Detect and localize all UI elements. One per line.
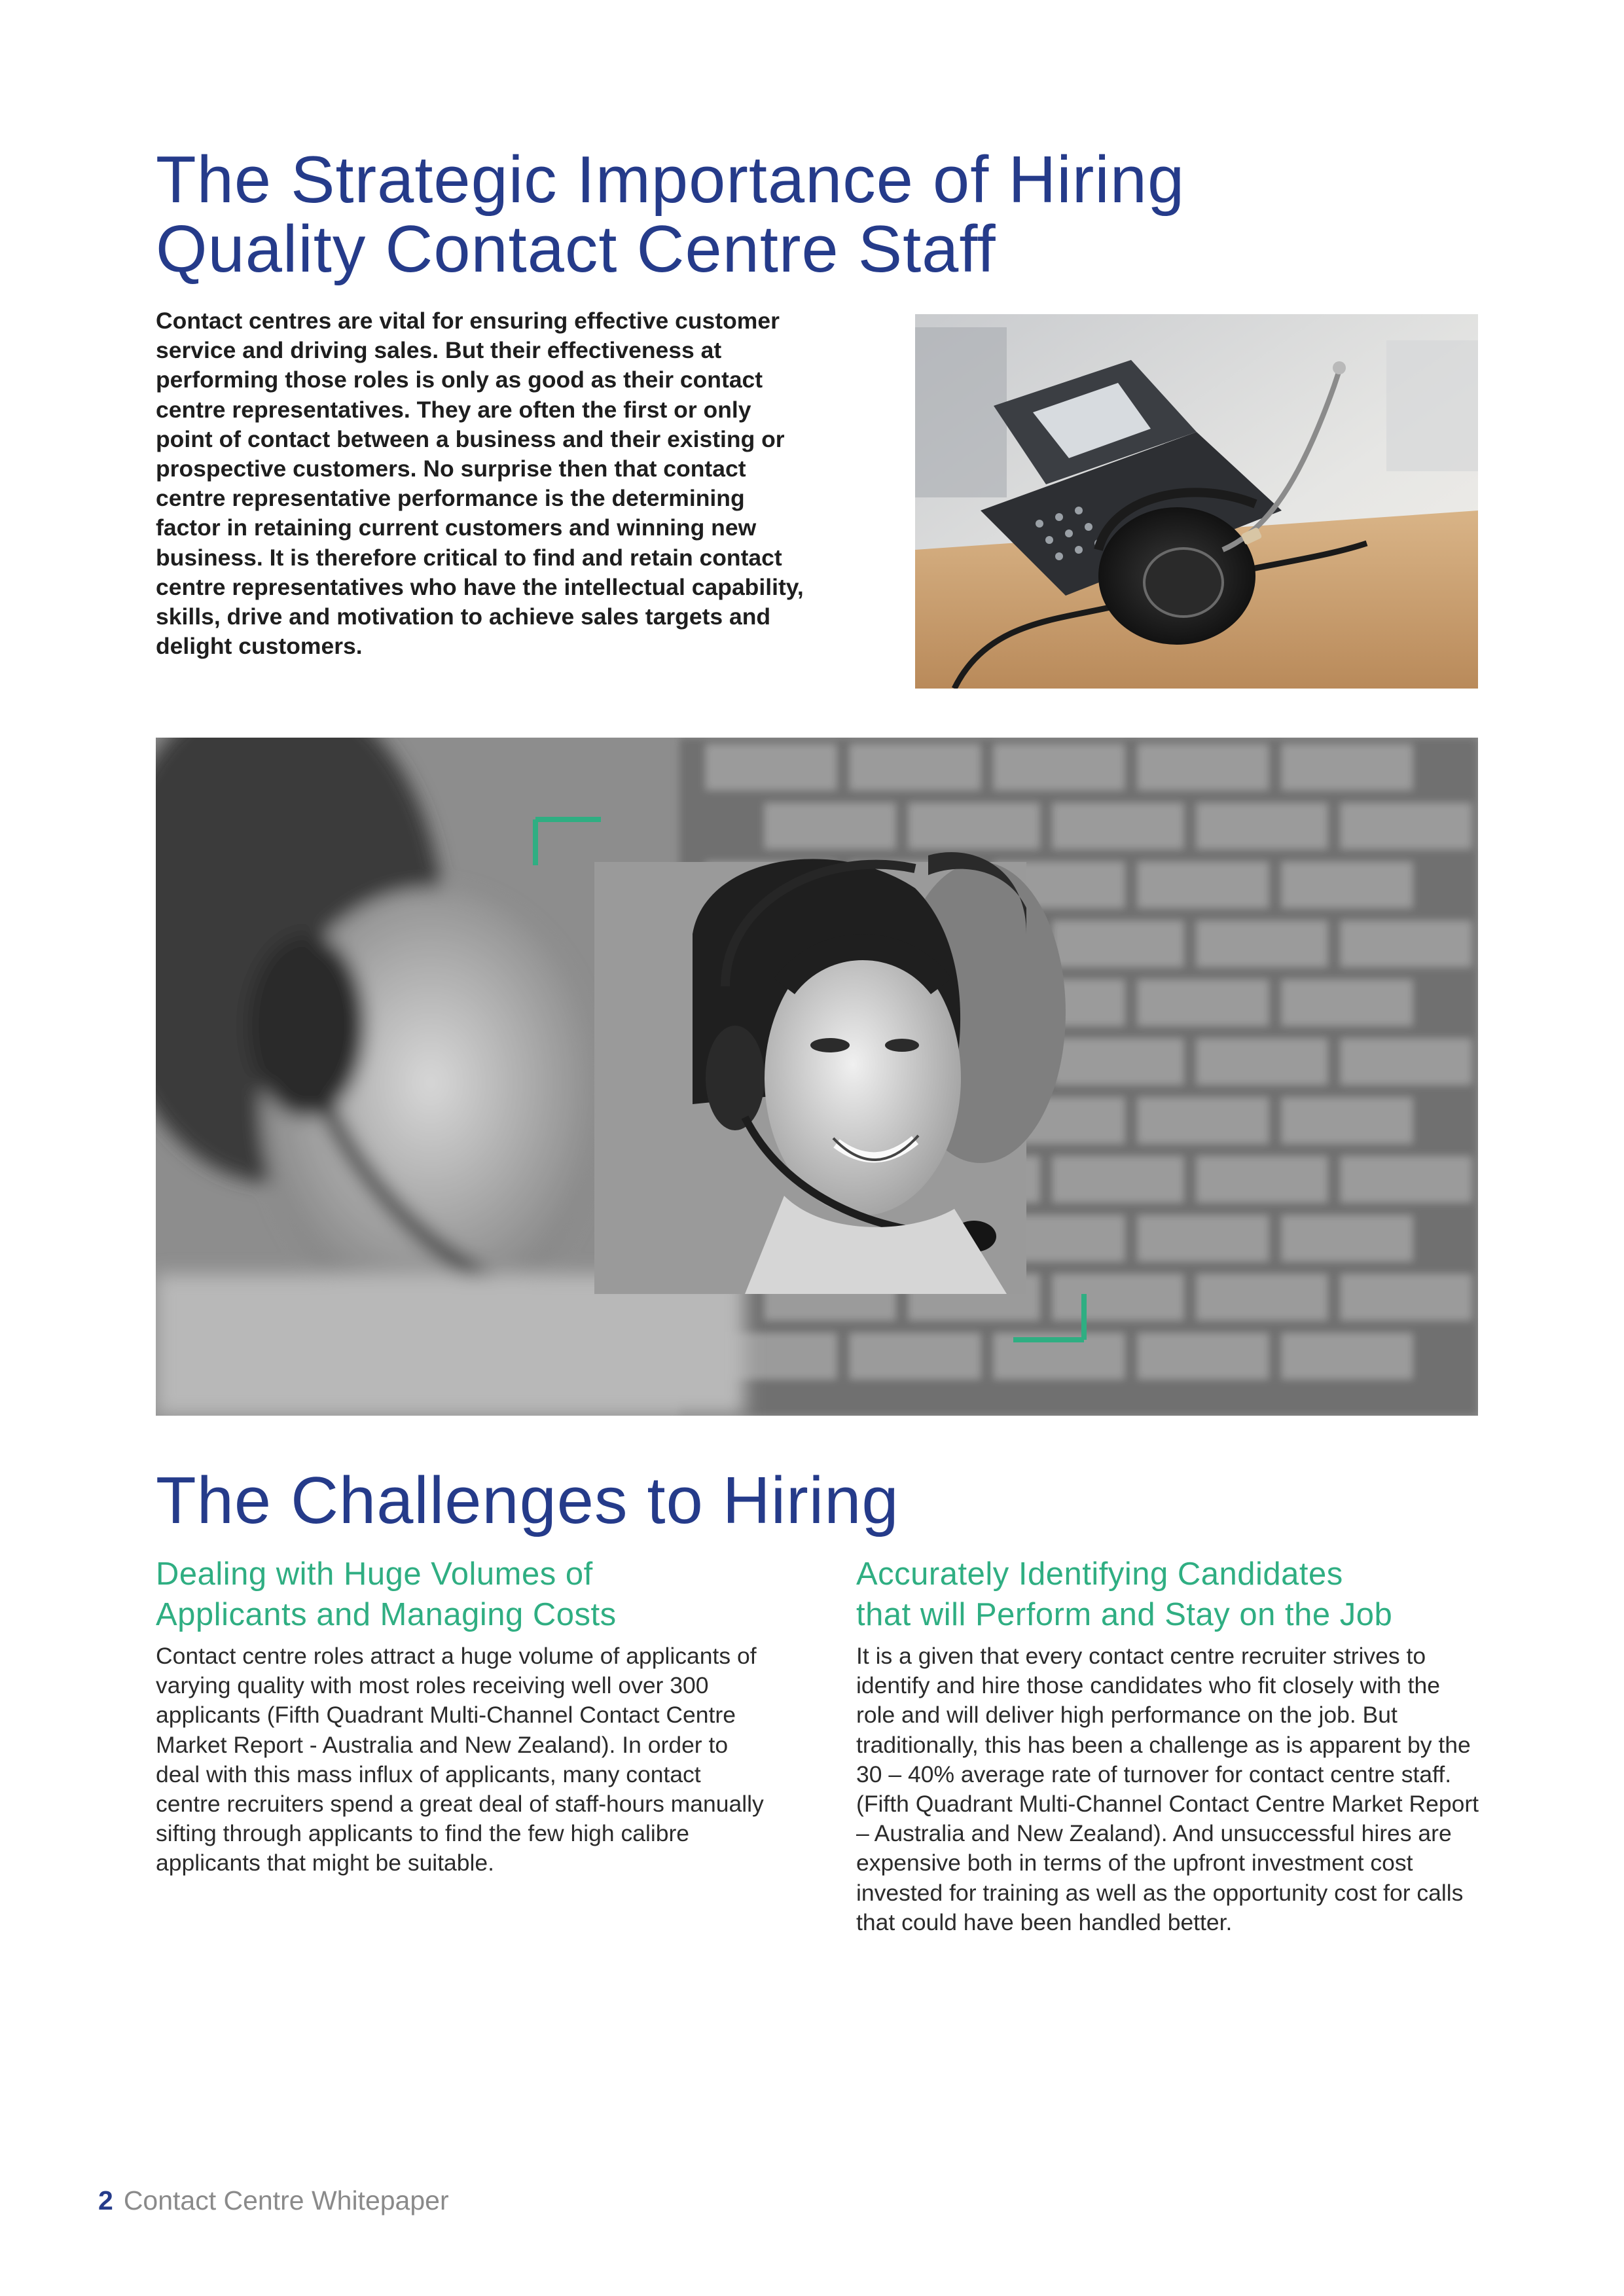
- challenge-volumes-heading-line-1: Dealing with Huge Volumes of: [156, 1556, 593, 1592]
- challenges-title: The Challenges to Hiring: [156, 1464, 899, 1537]
- intro-paragraph: Contact centres are vital for ensuring effective customer service and driving sales. But their effectiveness at performing those roles is only as good as their contact centre representatives. They are often the first or only point of contact between a business and their existing or prospective customers. No surprise then that contact centre representative performance is the determining factor in retaining current customers and winning new business. It is therefore critical to find and retain contact centre representatives who have the intellectual capability, skills, drive and motivation to achieve sales targets and delight customers.: [156, 308, 804, 660]
- challenge-volumes-heading-line-2: Applicants and Managing Costs: [156, 1597, 617, 1632]
- challenge-volumes-heading: [156, 1554, 768, 1635]
- page-number: 2: [98, 2185, 113, 2215]
- page-title-line-1: The Strategic Importance of Hiring: [156, 143, 1185, 217]
- challenge-identification-body: It is a given that every contact centre recruiter strives to identify and hire those candidates who fit closely with the role and will deliver high performance on the job. But traditionally, this has been a challenge as is apparent by the 30 – 40% average rate of turnover for contact centre staff. (Fifth Quadrant Multi-Channel Contact Centre Market Report – Australia and New Zealand). And unsuccessful hires are expensive both in terms of the upfront investment cost invested for training as well as the opportunity cost for calls that could have been handled better.: [856, 1643, 1479, 1935]
- challenge-volumes-body: Contact centre roles attract a huge volume of applicants of varying quality with most roles receiving well over 300 applicants (Fifth Quadrant Multi-Channel Contact Centre Market Report - Australia and New Zealand). In order to deal with this mass influx of applicants, many contact centre recruiters spend a great deal of staff-hours manually sifting through applicants to find the few high calibre applicants that might be suitable.: [156, 1643, 764, 1876]
- challenge-identification-column: [856, 1554, 1485, 1937]
- page-title-line-2: Quality Contact Centre Staff: [156, 213, 996, 286]
- challenge-identification-heading-line-1: Accurately Identifying Candidates: [856, 1556, 1343, 1592]
- call-centre-agents-photo: [156, 738, 1478, 1416]
- challenge-identification-heading: [856, 1554, 1485, 1635]
- headset-desk-illustration: [915, 314, 1478, 689]
- challenge-volumes-column: [156, 1554, 768, 1878]
- page-title: [156, 145, 1491, 284]
- headset-desk-photo: [915, 314, 1478, 689]
- challenge-identification-heading-line-2: that will Perform and Stay on the Job: [856, 1597, 1393, 1632]
- agents-illustration: [156, 738, 1478, 1416]
- page-footer: [98, 2184, 449, 2217]
- footer-label: Contact Centre Whitepaper: [123, 2185, 449, 2215]
